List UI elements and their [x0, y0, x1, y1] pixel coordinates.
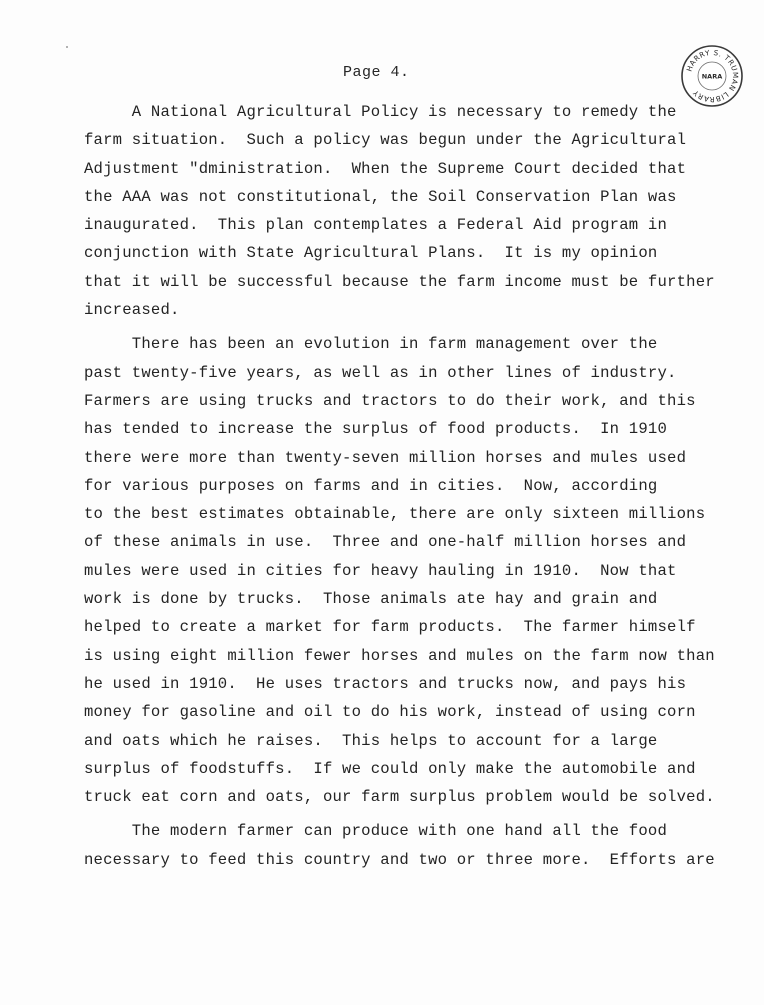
svg-text:HARRY S. TRUMAN LIBRARY: HARRY S. TRUMAN LIBRARY: [684, 47, 741, 105]
text-line: Adjustment "dministration. When the Supreme Court decided that: [84, 159, 687, 178]
letter-body: [84, 98, 724, 874]
text-line: he used in 1910. He uses tractors and trucks now, and pays his: [84, 674, 687, 693]
svg-text:NARA: NARA: [701, 72, 723, 81]
text-line: for various purposes on farms and in cities. Now, according: [84, 476, 658, 495]
text-line: there were more than twenty-seven million horses and mules used: [84, 448, 687, 467]
text-line: The modern farmer can produce with one hand all the food: [84, 822, 668, 841]
text-line: increased.: [84, 301, 180, 320]
text-line: conjunction with State Agricultural Plans. It is my opinion: [84, 244, 658, 263]
text-line: farm situation. Such a policy was begun under the Agricultural: [84, 131, 687, 150]
text-line: helped to create a market for farm products. The farmer himself: [84, 618, 696, 637]
text-line: mules were used in cities for heavy hauling in 1910. Now that: [84, 561, 677, 580]
text-line: past twenty-five years, as well as in other lines of industry.: [84, 363, 677, 382]
text-line: is using eight million fewer horses and mules on the farm now than: [84, 646, 715, 665]
text-line: to the best estimates obtainable, there are only sixteen millions: [84, 505, 706, 524]
text-line: surplus of foodstuffs. If we could only make the automobile and: [84, 759, 696, 778]
paragraph: [84, 98, 724, 324]
text-line: Farmers are using trucks and tractors to do their work, and this: [84, 391, 696, 410]
text-line: inaugurated. This plan contemplates a Federal Aid program in: [84, 216, 668, 235]
paragraph: [84, 330, 724, 811]
text-line: the AAA was not constitutional, the Soil Conservation Plan was: [84, 187, 677, 206]
text-line: that it will be successful because the farm income must be further: [84, 272, 715, 291]
paper-speck: [66, 46, 68, 48]
text-line: and oats which he raises. This helps to account for a large: [84, 731, 658, 750]
text-line: of these animals in use. Three and one-half million horses and: [84, 533, 687, 552]
page-number: Page 4.: [343, 64, 410, 81]
paragraph: [84, 817, 724, 874]
text-line: There has been an evolution in farm management over the: [84, 335, 658, 354]
text-line: has tended to increase the surplus of food products. In 1910: [84, 420, 668, 439]
text-line: A National Agricultural Policy is necessary to remedy the: [84, 103, 677, 121]
text-line: money for gasoline and oil to do his work, instead of using corn: [84, 703, 696, 722]
text-line: necessary to feed this country and two or three more. Efforts are: [84, 850, 715, 869]
text-line: work is done by trucks. Those animals ate hay and grain and: [84, 590, 658, 609]
text-line: truck eat corn and oats, our farm surplus problem would be solved.: [84, 788, 715, 807]
